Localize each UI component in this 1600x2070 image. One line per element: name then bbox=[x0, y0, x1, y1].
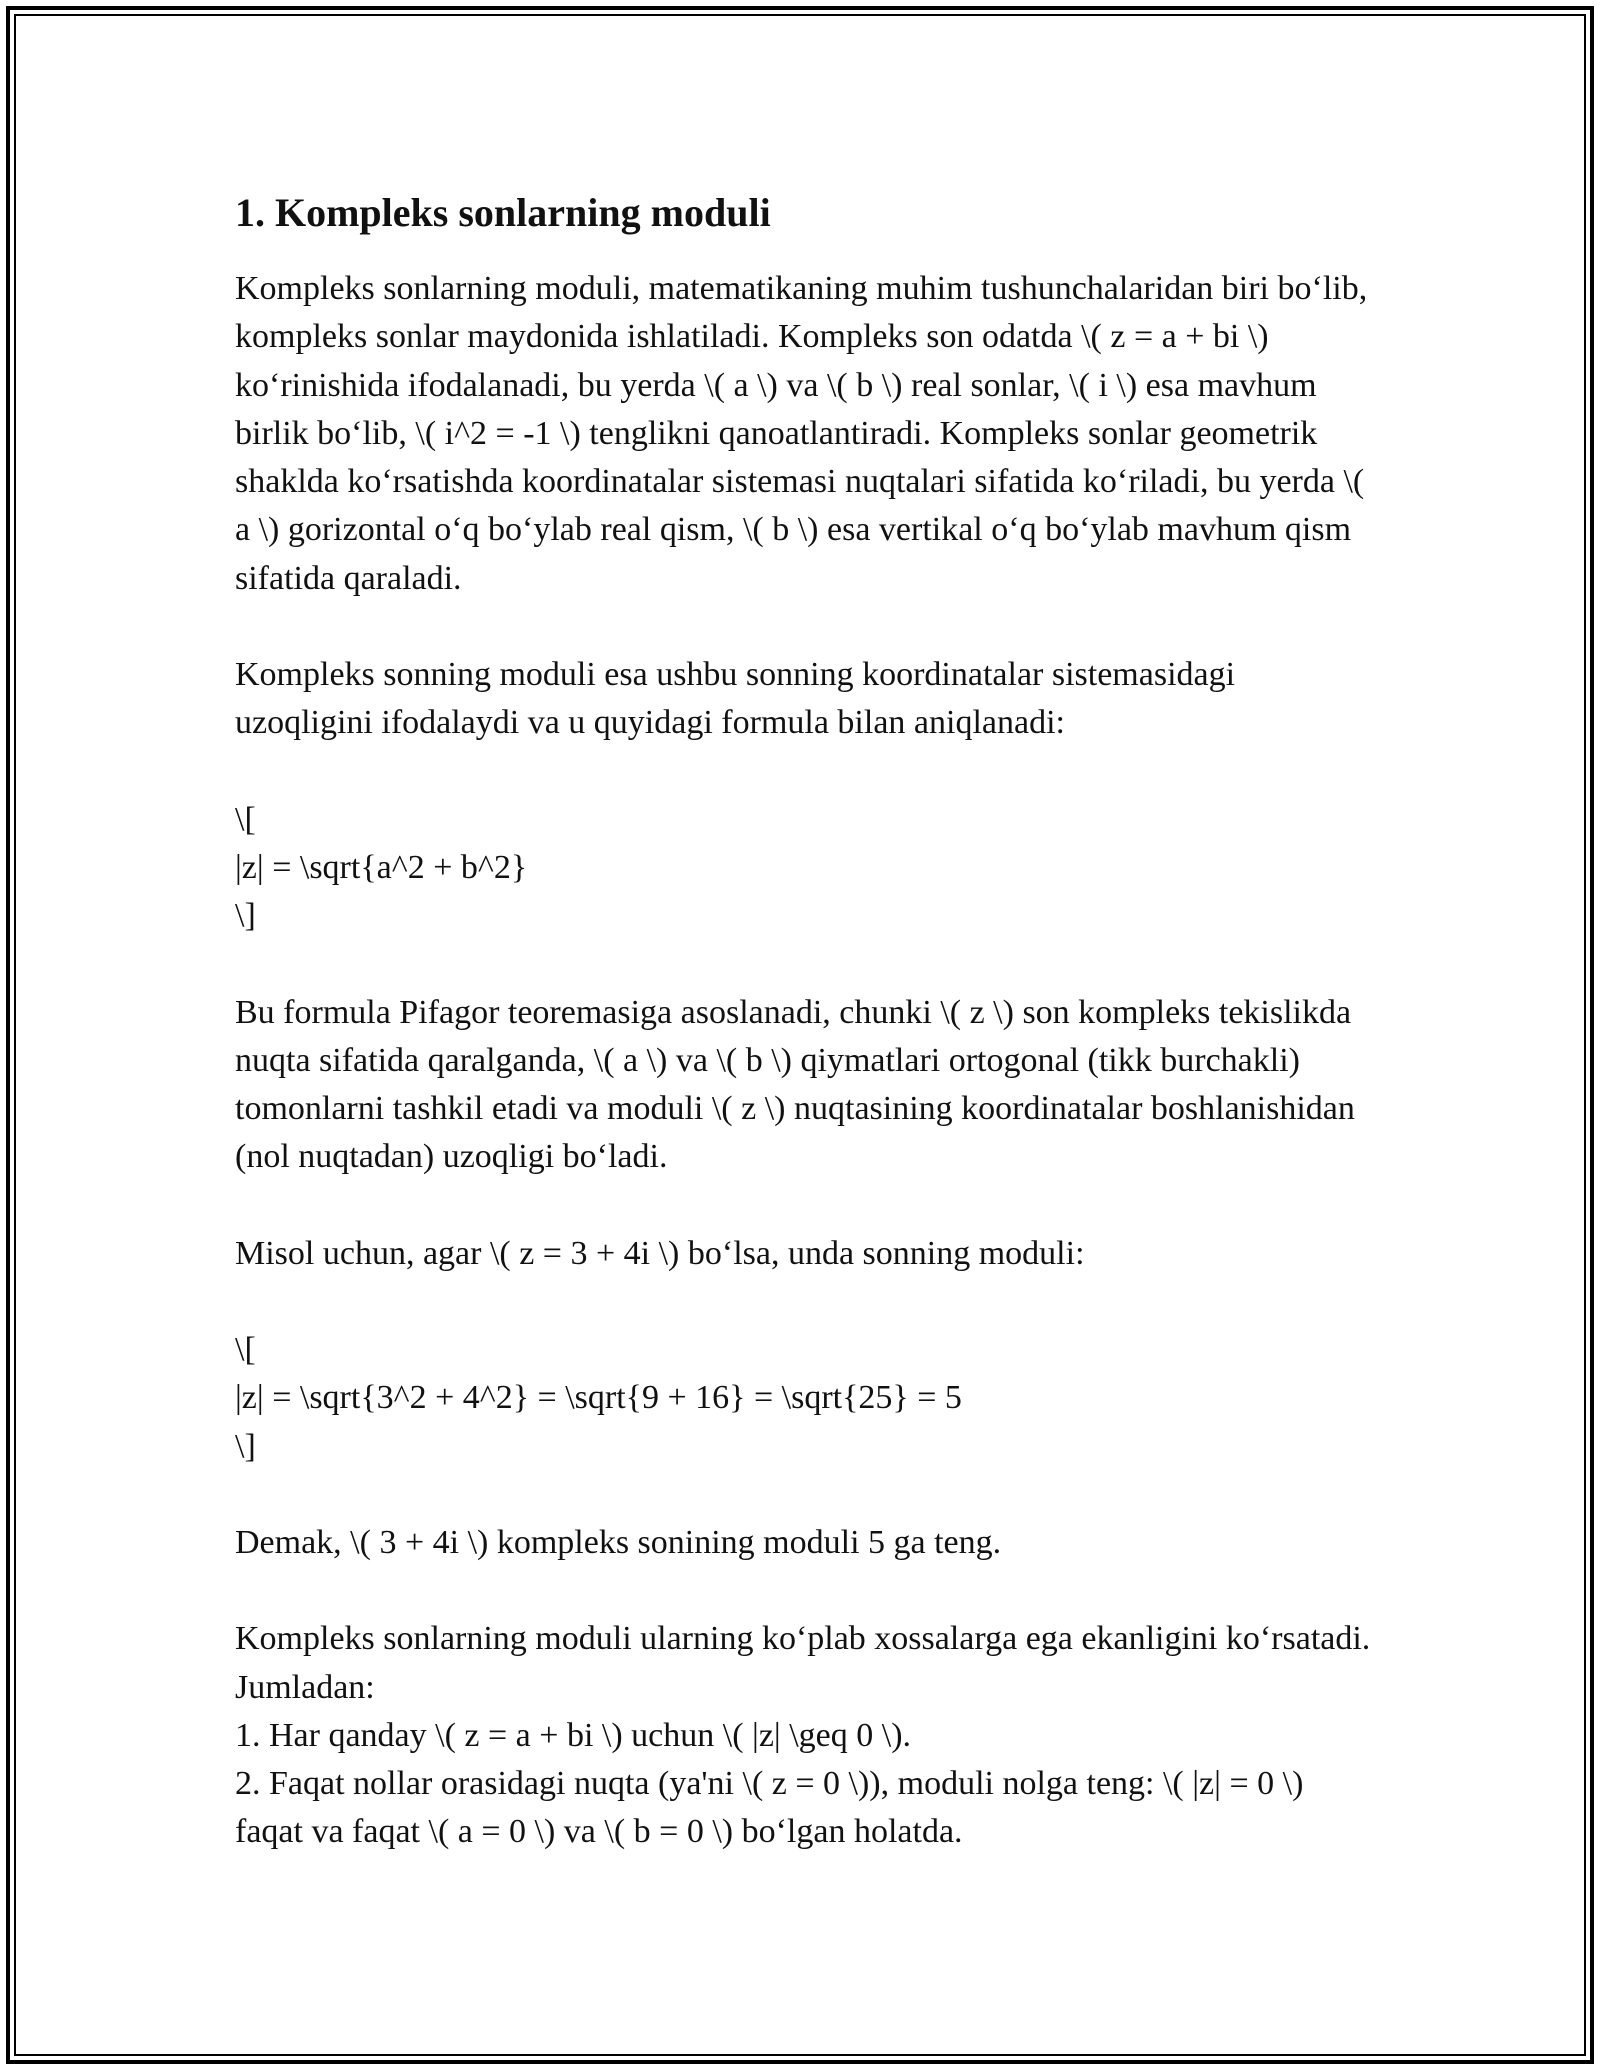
formula-example: \[ |z| = \sqrt{3^2 + 4^2} = \sqrt{9 + 16} = \sqrt{25} = 5 \] bbox=[235, 1331, 962, 1465]
paragraph-modulus-definition: Kompleks sonning moduli esa ushbu sonning koordinatalar sistemasidagi uzoqligini ifodalaydi va u quyidagi formula bilan aniqlanadi: bbox=[235, 656, 1236, 742]
paragraph-pythagoras: Bu formula Pifagor teoremasiga asoslanadi, chunki \( z \) son kompleks tekislikda nuqta sifatida qaralganda, \( a \) va \( b \) qiymatlari ortogonal (tikk burchakli) tomonlarni tashkil etadi va moduli \( z \) nuqtasining koordinatalar boshlanishidan (nol nuqtadan) uzoqligi bo‘ladi. bbox=[235, 993, 1355, 1176]
document-body bbox=[235, 185, 1375, 1857]
paragraph-properties-intro: Kompleks sonlarning moduli ularning ko‘plab xossalarga ega ekanligini ko‘rsatadi. Jumladan: bbox=[235, 1620, 1371, 1706]
list-item: 1. Har qanday \( z = a + bi \) uchun \( |z| \geq 0 \). bbox=[235, 1716, 912, 1754]
paragraph-example: Misol uchun, agar \( z = 3 + 4i \) bo‘lsa, unda sonning moduli: bbox=[235, 1234, 1085, 1272]
paragraph-intro: Kompleks sonlarning moduli, matematikaning muhim tushunchalaridan biri bo‘lib, kompleks sonlar maydonida ishlatiladi. Kompleks son odatda \( z = a + bi \) ko‘rinishida ifodalanadi, bu yerda \( a \) va \( b \) real sonlar, \( i \) esa mavhum birlik bo‘lib, \( i^2 = -1 \) tenglikni qanoatlantiradi. Kompleks sonlar geometrik shaklda ko‘rsatishda koordinatalar sistemasi nuqtalari sifatida ko‘riladi, bu yerda \( a \) gorizontal o‘q bo‘ylab real qism, \( b \) esa vertikal o‘q bo‘ylab mavhum qism sifatida qaraladi. bbox=[235, 270, 1368, 597]
formula-modulus: \[ |z| = \sqrt{a^2 + b^2} \] bbox=[235, 800, 528, 935]
properties-section bbox=[235, 1615, 1375, 1856]
paragraph-conclusion: Demak, \( 3 + 4i \) kompleks sonining moduli 5 ga teng. bbox=[235, 1523, 1002, 1561]
section-heading: 1. Kompleks sonlarning moduli bbox=[235, 190, 771, 235]
list-item: 2. Faqat nollar orasidagi nuqta (ya'ni \( z = 0 \)), moduli nolga teng: \( |z| = 0 \) faqat va faqat \( a = 0 \) va \( b = 0 \) bo‘lgan holatda. bbox=[235, 1765, 1304, 1851]
